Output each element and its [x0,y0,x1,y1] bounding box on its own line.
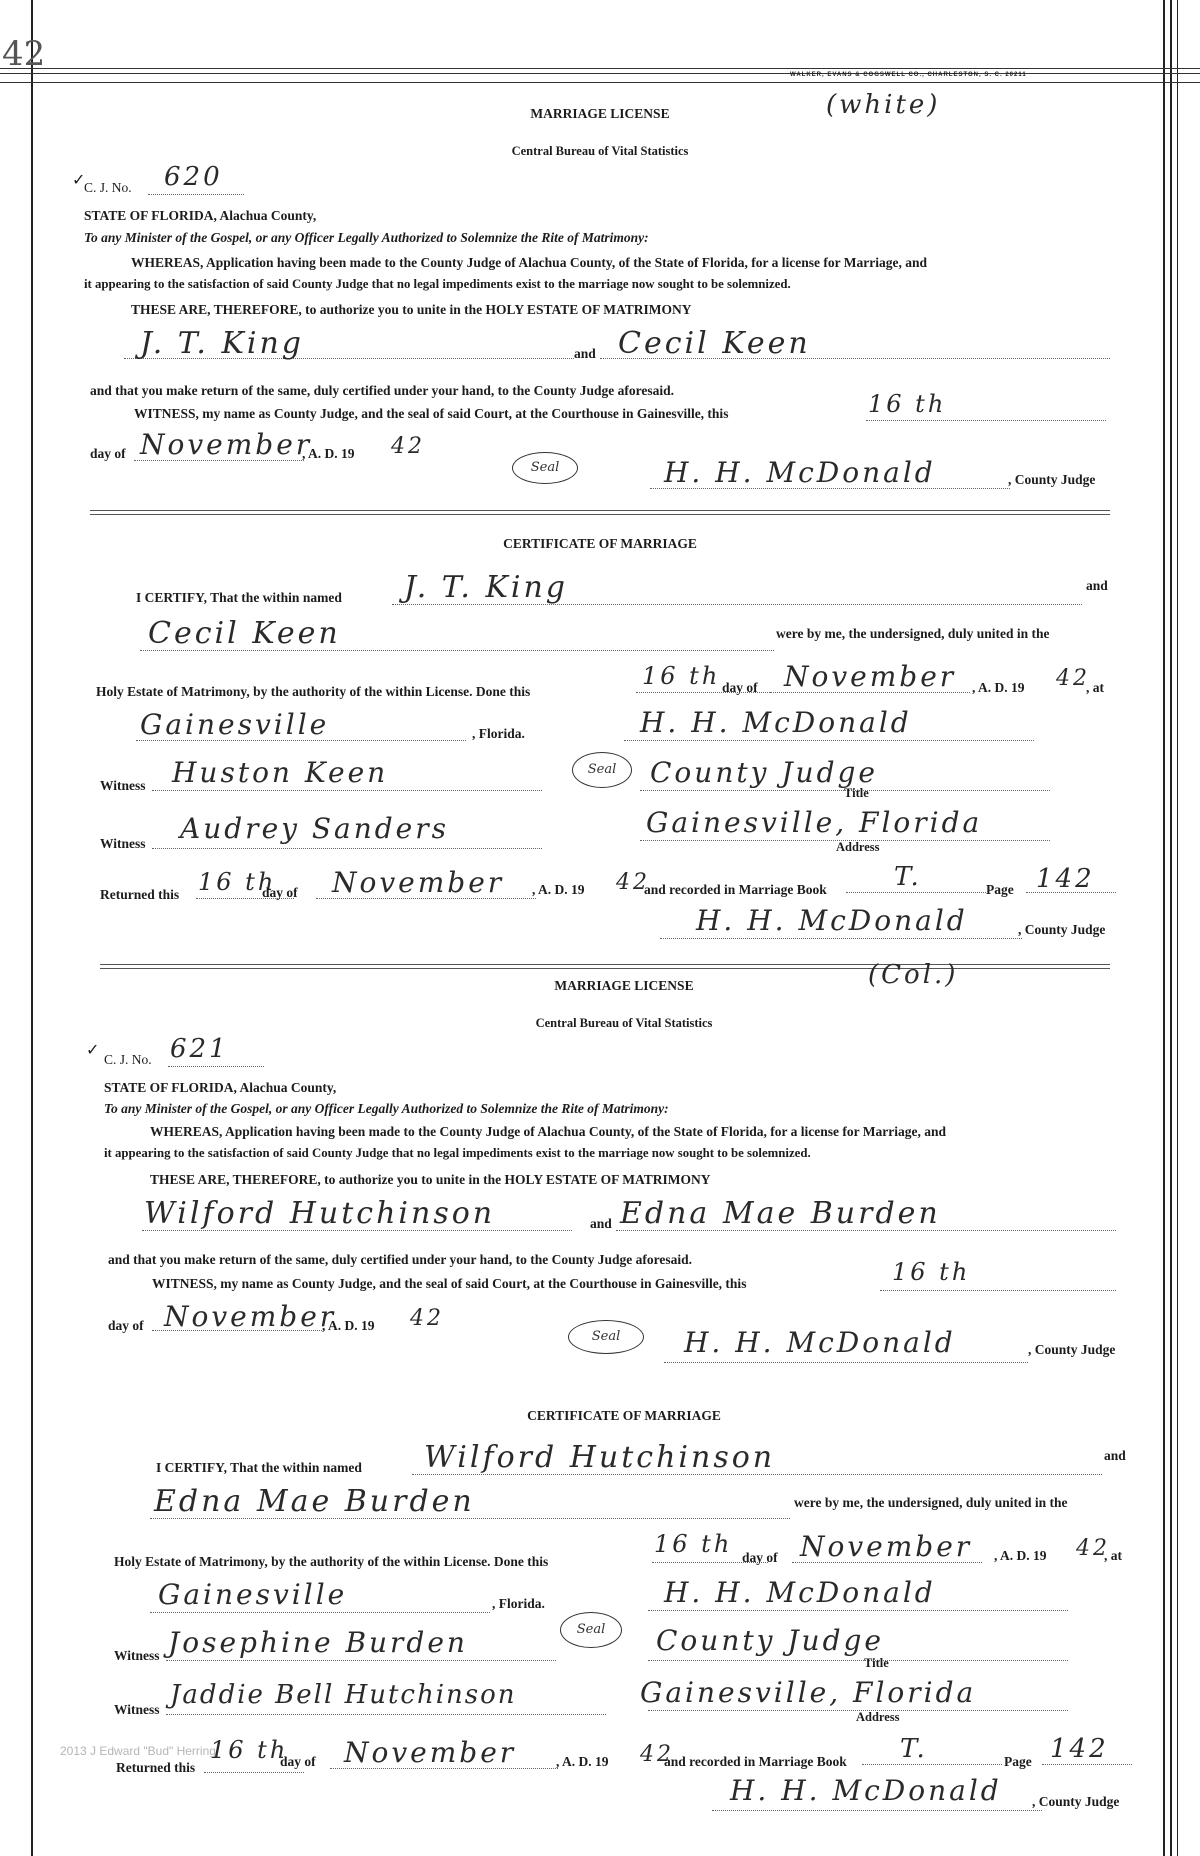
witness2-label: Witness [100,836,146,851]
section-divider-1b [90,514,1110,515]
witness2-signature: Audrey Sanders [180,812,450,845]
section-divider-2a [100,964,1110,965]
witness1-signature: Huston Keen [172,756,389,789]
book: T. [894,862,922,892]
done-year: 42 [1076,1536,1110,1561]
done-ad: , A. D. 19 [994,1548,1047,1563]
day-number: 16 th [868,390,947,418]
bride-name: Edna Mae Burden [620,1196,941,1231]
returned-day-of: day of [262,885,298,900]
officiant-address: Gainesville, Florida [646,806,983,839]
cert-bride-name: Edna Mae Burden [154,1484,475,1519]
day-of-label: day of [90,446,126,461]
checkmark: ✓ [72,172,86,189]
checkmark: ✓ [86,1042,100,1059]
final-signature-line [712,1810,1042,1811]
witness2-label: Witness [114,1702,160,1717]
cert-and-label: and [1104,1448,1126,1463]
officiant-line [624,740,1034,741]
groom-name: Wilford Hutchinson [144,1196,496,1231]
witness1-signature: Josephine Burden [168,1626,468,1659]
title-label: Title [844,786,869,800]
watermark: 2013 J Edward "Bud" Herring [60,1744,216,1758]
witness1-label: Witness [100,778,146,793]
cj-label: C. J. No. [84,180,132,195]
printer-imprint: WALKER, EVANS & COGSWELL CO., CHARLESTON, S. C. 20211 [790,72,1027,78]
return-line: and that you make return of the same, duly certified under your hand, to the County Judge aforesaid. [90,383,675,398]
done-day: 16 th [642,662,721,690]
cj-line [168,1066,264,1067]
book-line [862,1764,1002,1765]
certify-label: I CERTIFY, That the within named [156,1460,362,1475]
page-no: 142 [1050,1734,1109,1764]
returned-ad: , A. D. 19 [556,1754,609,1769]
right-margin-rule-3 [1177,0,1178,1856]
done-ad: , A. D. 19 [972,680,1025,695]
month: November [164,1300,337,1333]
page-number: 42 [2,34,46,74]
these-are-line: THESE ARE, THEREFORE, to authorize you to unite in the HOLY ESTATE OF MATRIMONY [131,302,692,317]
salutation: To any Minister of the Gospel, or any Officer Legally Authorized to Solemnize the Rite of Matrimony: [104,1101,669,1116]
cj-number: 621 [170,1034,229,1064]
whereas-line-2: it appearing to the satisfaction of said County Judge that no legal impediments exist to the marriage now sought to be solemnized. [84,277,791,291]
title-label: Title [864,1656,889,1670]
cj-line [148,194,244,195]
witness1-label: Witness [114,1648,160,1663]
returned-month: November [344,1736,517,1769]
book: T. [900,1734,928,1764]
united-label: were by me, the undersigned, duly united in the [776,626,1050,641]
returned-year: 42 [640,1742,674,1767]
certificate-title: CERTIFICATE OF MARRIAGE [527,1408,721,1423]
place: Gainesville [158,1578,348,1611]
witness2-signature: Jaddie Bell Hutchinson [170,1680,517,1710]
year-suffix: 42 [391,434,425,459]
officiant-signature: H. H. McDonald [664,1576,936,1609]
ad-label: , A. D. 19 [302,446,355,461]
returned-ad: , A. D. 19 [532,882,585,897]
done-day-of: day of [722,680,758,695]
book-line [846,892,986,893]
return-line: and that you make return of the same, duly certified under your hand, to the County Judge aforesaid. [108,1252,693,1267]
ad-label: , A. D. 19 [322,1318,375,1333]
judge-signature: H. H. McDonald [664,456,936,489]
whereas-line-1: WHEREAS, Application having been made to the County Judge of Alachua County, of the State of Florida, for a license for Marriage, and [131,255,928,270]
returned-label: Returned this [116,1760,196,1775]
address-label: Address [836,840,880,854]
seal-mark-2: Seal [560,1612,622,1648]
left-margin-rule [31,0,33,1856]
judge-signature: H. H. McDonald [684,1326,956,1359]
salutation: To any Minister of the Gospel, or any Officer Legally Authorized to Solemnize the Rite of Matrimony: [84,230,649,245]
witness2-line [166,1714,606,1715]
florida-label: , Florida. [472,726,525,741]
holy-estate-line: Holy Estate of Matrimony, by the authority of the within License. Done this [96,684,531,699]
year-suffix: 42 [410,1306,444,1331]
officiant-title: County Judge [650,756,878,789]
witness-line: WITNESS, my name as County Judge, and the seal of said Court, at the Courthouse in Gainesville, this [152,1276,747,1291]
address-label: Address [856,1710,900,1724]
cert-and-label: and [1086,578,1108,593]
whereas-line-2: it appearing to the satisfaction of said County Judge that no legal impediments exist to the marriage now sought to be solemnized. [104,1146,811,1160]
day-number-line [880,1290,1116,1291]
cj-number: 620 [164,162,223,192]
place: Gainesville [140,708,330,741]
page-label: Page [1004,1754,1032,1769]
recorded-label: and recorded in Marriage Book [664,1754,847,1769]
returned-day: 16 th [198,868,277,896]
florida-label: , Florida. [492,1596,545,1611]
final-judge-label: , County Judge [1032,1794,1120,1809]
state-line: STATE OF FLORIDA, Alachua County, [84,208,317,223]
day-number: 16 th [892,1258,971,1286]
done-at: , at [1104,1548,1122,1563]
certify-label: I CERTIFY, That the within named [136,590,342,605]
done-day-of: day of [742,1550,778,1565]
returned-day: 16 th [210,1736,289,1764]
witness1-line [166,1660,556,1661]
day-number-line [866,420,1106,421]
witness-line: WITNESS, my name as County Judge, and the seal of said Court, at the Courthouse in Gainesville, this [134,406,729,421]
license-title: MARRIAGE LICENSE [554,978,694,993]
witness2-line [152,848,542,849]
bride-name: Cecil Keen [618,326,811,361]
page-no-line [1042,1764,1132,1765]
top-rule-3 [0,82,1200,83]
these-are-line: THESE ARE, THEREFORE, to authorize you to unite in the HOLY ESTATE OF MATRIMONY [150,1172,711,1187]
whereas-line-1: WHEREAS, Application having been made to the County Judge of Alachua County, of the State of Florida, for a license for Marriage, and [150,1124,947,1139]
returned-year: 42 [616,870,650,895]
county-judge-label: , County Judge [1008,472,1096,487]
judge-signature-line [664,1362,1028,1363]
seal-mark: Seal [512,452,578,484]
and-label: and [590,1216,612,1231]
top-rule-1 [0,68,1200,69]
cert-groom-name: Wilford Hutchinson [424,1440,776,1475]
page-no: 142 [1036,864,1095,894]
seal-mark: Seal [568,1320,644,1354]
section-divider-2b [100,968,1110,969]
cj-label: C. J. No. [104,1052,152,1067]
returned-label: Returned this [100,887,180,902]
place-line [150,1612,490,1613]
day-of-label: day of [108,1318,144,1333]
bureau-title: Central Bureau of Vital Statistics [511,144,689,158]
and-label: and [574,346,596,361]
recorded-label: and recorded in Marriage Book [644,882,827,897]
month: November [140,428,313,461]
witness1-line [152,790,542,791]
race-annotation: (Col.) [868,960,959,990]
final-signature: H. H. McDonald [730,1774,1002,1807]
license-title: MARRIAGE LICENSE [530,106,670,121]
returned-month: November [332,866,505,899]
right-margin-rule-1 [1163,0,1165,1856]
cert-groom-name: J. T. King [404,570,568,605]
right-margin-rule-2 [1170,0,1172,1856]
done-day: 16 th [654,1530,733,1558]
officiant-title-line [648,1660,1068,1661]
holy-estate-line: Holy Estate of Matrimony, by the authority of the within License. Done this [114,1554,549,1569]
done-year: 42 [1056,666,1090,691]
certificate-title: CERTIFICATE OF MARRIAGE [503,536,697,551]
section-divider-1a [90,510,1110,511]
state-line: STATE OF FLORIDA, Alachua County, [104,1080,337,1095]
groom-name: J. T. King [140,326,304,361]
bureau-title: Central Bureau of Vital Statistics [535,1016,713,1030]
race-annotation: (white) [826,90,941,120]
done-at: , at [1086,680,1104,695]
final-signature: H. H. McDonald [696,904,968,937]
done-month: November [800,1530,973,1563]
final-judge-label: , County Judge [1018,922,1106,937]
seal-mark-2: Seal [572,752,632,788]
county-judge-label: , County Judge [1028,1342,1116,1357]
officiant-line [648,1610,1068,1611]
final-signature-line [660,938,1022,939]
officiant-address: Gainesville, Florida [640,1676,977,1709]
done-month: November [784,660,957,693]
returned-day-line [204,1772,304,1773]
officiant-signature: H. H. McDonald [640,706,912,739]
returned-day-of: day of [280,1754,316,1769]
united-label: were by me, the undersigned, duly united in the [794,1495,1068,1510]
page-label: Page [986,882,1014,897]
cert-bride-name: Cecil Keen [148,616,341,651]
officiant-title: County Judge [656,1624,884,1657]
